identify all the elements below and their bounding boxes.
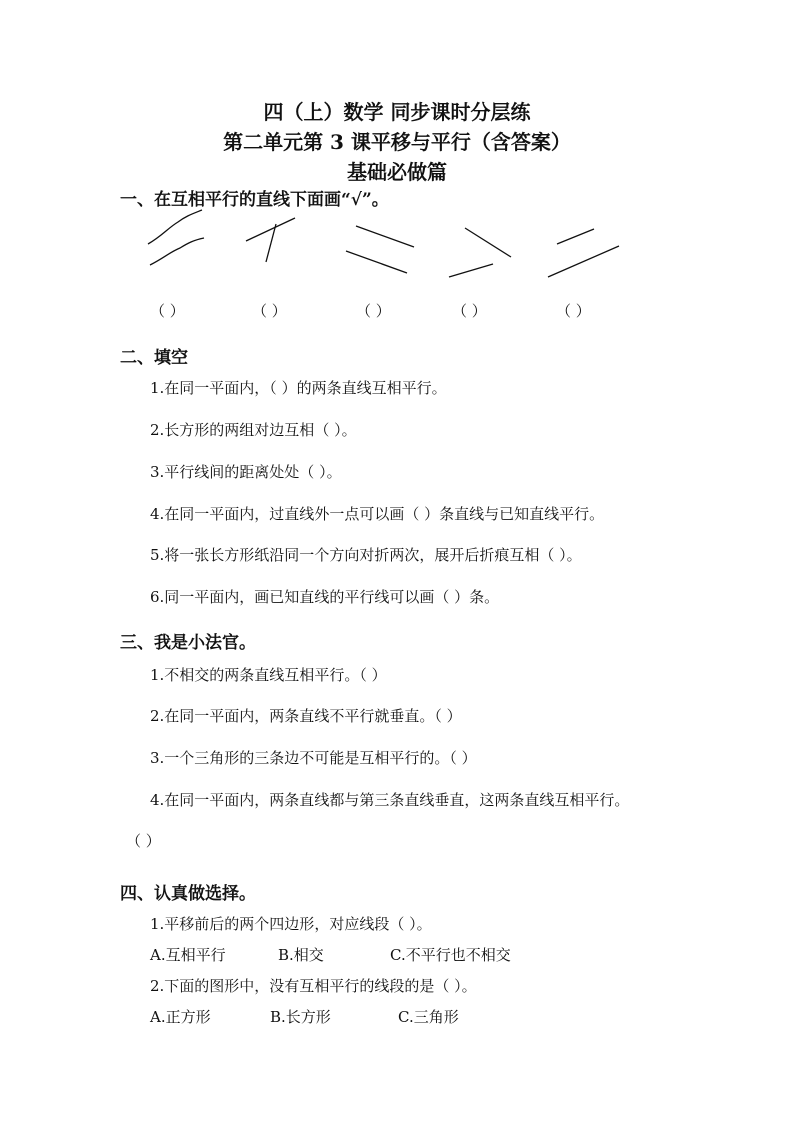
judge-item-4-blank[interactable]: （ ） <box>126 832 161 850</box>
option-c[interactable]: C.不平行也不相交 <box>390 946 511 964</box>
page-level-title: 基础必做篇 <box>347 160 447 184</box>
section-4-heading: 四、认真做选择。 <box>120 884 256 904</box>
answer-blank-1[interactable]: （ ） <box>150 302 185 320</box>
judge-item-2[interactable]: 2.在同一平面内，两条直线不平行就垂直。（ ） <box>150 707 462 725</box>
figure-parallel-lines-2 <box>548 229 619 277</box>
section-2-heading: 二、填空 <box>120 348 188 368</box>
option-a[interactable]: A.正方形 <box>150 1008 211 1026</box>
option-b[interactable]: B.长方形 <box>270 1008 331 1026</box>
page-title: 四（上）数学 同步课时分层练 <box>263 100 531 124</box>
judge-item-3[interactable]: 3.一个三角形的三条边不可能是互相平行的。（ ） <box>150 749 477 767</box>
fill-item-6[interactable]: 6.同一平面内，画已知直线的平行线可以画（ ）条。 <box>150 588 500 606</box>
choice-options-1 <box>150 944 511 965</box>
option-a[interactable]: A.互相平行 <box>150 946 226 964</box>
answer-blank-2[interactable]: （ ） <box>252 302 287 320</box>
judge-item-4[interactable]: 4.在同一平面内，两条直线都与第三条直线垂直，这两条直线互相平行。 <box>150 791 630 809</box>
section-3-heading: 三、我是小法官。 <box>120 633 256 653</box>
fill-item-4[interactable]: 4.在同一平面内，过直线外一点可以画（ ）条直线与已知直线平行。 <box>150 505 605 523</box>
option-c[interactable]: C.三角形 <box>398 1008 459 1026</box>
fill-item-5[interactable]: 5.将一张长方形纸沿同一个方向对折两次，展开后折痕互相（ ）。 <box>150 546 582 564</box>
figure-parallel-lines-1 <box>346 226 414 273</box>
page-subtitle: 第二单元第 3 课平移与平行（含答案） <box>223 130 571 154</box>
fill-item-3[interactable]: 3.平行线间的距离处处（ ）。 <box>150 463 342 481</box>
fill-item-2[interactable]: 2.长方形的两组对边互相（ ）。 <box>150 421 357 439</box>
figure-intersecting-lines <box>246 218 295 262</box>
line-figures <box>0 0 794 300</box>
figure-nonparallel-lines <box>449 228 511 277</box>
choice-question-1[interactable]: 1.平移前后的两个四边形，对应线段（ ）。 <box>150 915 432 933</box>
section-1-heading: 一、在互相平行的直线下面画“√”。 <box>120 190 389 210</box>
option-b[interactable]: B.相交 <box>278 946 324 964</box>
choice-options-2 <box>150 1006 459 1027</box>
fill-item-1[interactable]: 1.在同一平面内，（ ）的两条直线互相平行。 <box>150 379 447 397</box>
choice-question-2[interactable]: 2.下面的图形中，没有互相平行的线段的是（ ）。 <box>150 977 477 995</box>
answer-blank-4[interactable]: （ ） <box>452 302 487 320</box>
answer-blank-3[interactable]: （ ） <box>356 302 391 320</box>
figure-curves <box>148 210 204 265</box>
answer-blank-5[interactable]: （ ） <box>556 302 591 320</box>
judge-item-1[interactable]: 1.不相交的两条直线互相平行。（ ） <box>150 666 387 684</box>
